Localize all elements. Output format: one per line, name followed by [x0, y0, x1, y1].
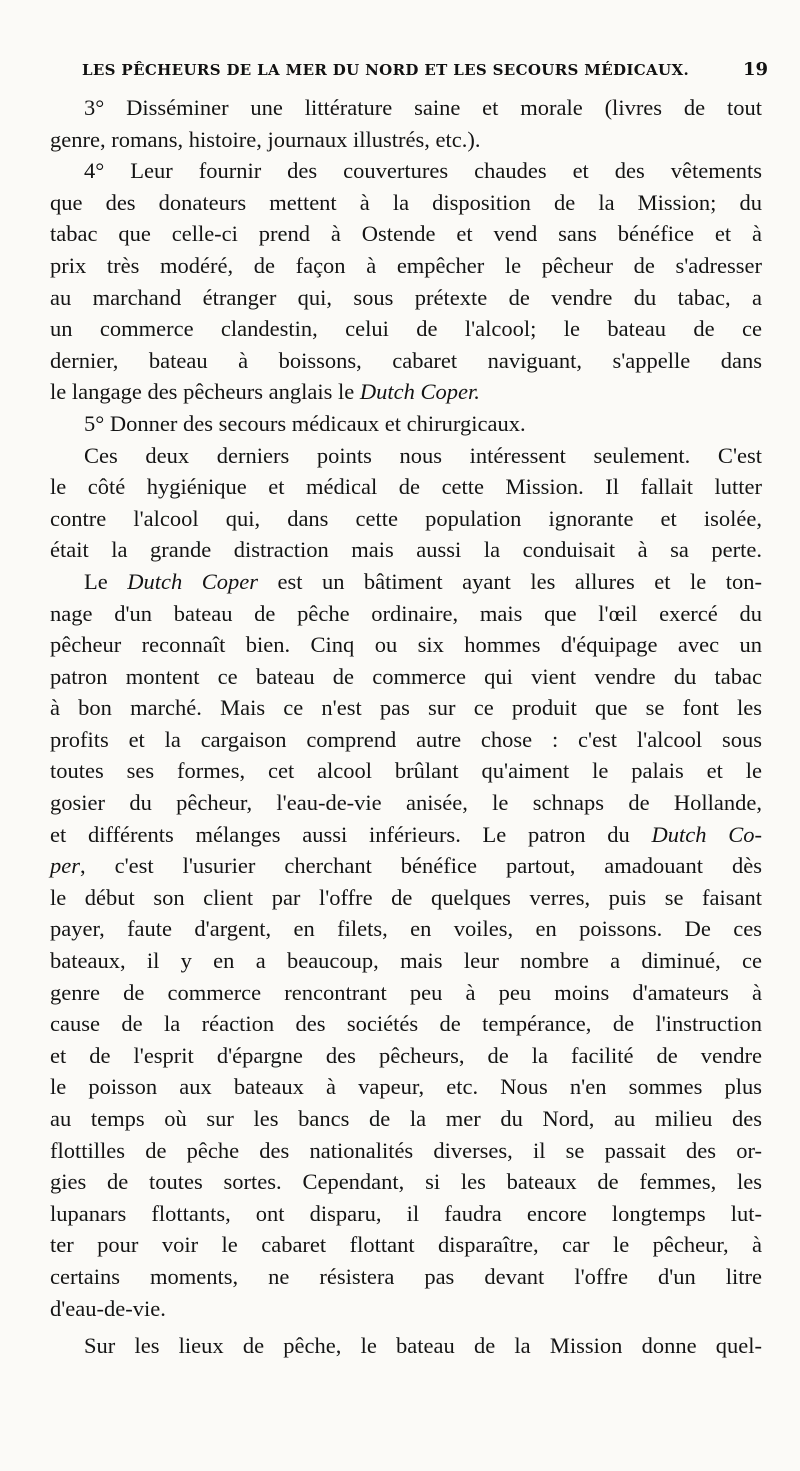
- text-run: Le: [84, 568, 128, 594]
- text-line: patron montent ce bateau de commerce qui vient vendre du tabac: [50, 663, 762, 689]
- paragraph-item-4: [50, 155, 762, 408]
- text-line: genre, romans, histoire, journaux illustrés, etc.).: [50, 126, 481, 152]
- text-run: le langage des pêcheurs anglais le: [50, 379, 360, 405]
- text-line: Ces deux derniers points nous intéressent seulement. C'est: [84, 442, 762, 468]
- text-line: cause de la réaction des sociétés de tempérance, de l'instruction: [50, 1011, 762, 1037]
- text-line: nage d'un bateau de pêche ordinaire, mais que l'œil exercé du: [50, 600, 762, 626]
- italic-text-run: Dutch Coper: [127, 568, 258, 594]
- text-line: payer, faute d'argent, en filets, en voiles, en poissons. De ces: [50, 916, 762, 942]
- text-line: ter pour voir le cabaret flottant disparaître, car le pêcheur, à: [50, 1232, 762, 1258]
- text-line: lupanars flottants, ont disparu, il faudra encore longtemps lut-: [50, 1200, 762, 1226]
- text-line: genre de commerce rencontrant peu à peu moins d'amateurs à: [50, 979, 762, 1005]
- text-line: le poisson aux bateaux à vapeur, etc. Nous n'en sommes plus: [50, 1074, 762, 1100]
- page-number: 19: [742, 59, 768, 80]
- paragraph: [50, 566, 762, 1324]
- text-line: d'eau-de-vie.: [50, 1295, 166, 1321]
- text-run: et différents mélanges aussi inférieurs. Le patron du: [50, 821, 652, 847]
- text-line: [50, 376, 762, 408]
- italic-text-run: Dutch Coper.: [359, 379, 480, 405]
- text-line: que des donateurs mettent à la disposition de la Mission; du: [50, 189, 762, 215]
- text-line: bateaux, il y en a beaucoup, mais leur nombre a diminué, ce: [50, 948, 762, 974]
- text-run: est un bâtiment ayant les allures et le ton-: [257, 568, 763, 594]
- text-line: un commerce clandestin, celui de l'alcool; le bateau de ce: [50, 316, 762, 342]
- text-line: [50, 850, 762, 882]
- text-line: était la grande distraction mais aussi la conduisait à sa perte.: [50, 537, 762, 563]
- text-line: certains moments, ne résistera pas devant l'offre d'un litre: [50, 1263, 762, 1289]
- text-line: gosier du pêcheur, l'eau-de-vie anisée, le schnaps de Hollande,: [50, 790, 762, 816]
- text-line: prix très modéré, de façon à empêcher le pêcheur de s'adresser: [50, 252, 762, 278]
- text-line: au marchand étranger qui, sous prétexte de vendre du tabac, a: [50, 284, 762, 310]
- text-line: à bon marché. Mais ce n'est pas sur ce produit que se font les: [50, 695, 762, 721]
- text-line: le début son client par l'offre de quelques verres, puis se faisant: [50, 884, 762, 910]
- running-title: LES PÊCHEURS DE LA MER DU NORD ET LES SECOURS MÉDICAUX.: [82, 61, 690, 79]
- text-line: et de l'esprit d'épargne des pêcheurs, de la facilité de vendre: [50, 1042, 762, 1068]
- text-line: 3° Disséminer une littérature saine et morale (livres de tout: [84, 95, 762, 120]
- text-line: le côté hygiénique et médical de cette Mission. Il fallait lutter: [50, 474, 762, 500]
- italic-text-run: per: [50, 853, 80, 879]
- text-line: toutes ses formes, cet alcool brûlant qu'aiment le palais et le: [50, 758, 762, 784]
- paragraph: [50, 1330, 762, 1362]
- text-line: contre l'alcool qui, dans cette population ignorante et isolée,: [50, 505, 762, 531]
- text-line: dernier, bateau à boissons, cabaret naviguant, s'appelle dans: [50, 347, 762, 373]
- text-line: gies de toutes sortes. Cependant, si les bateaux de femmes, les: [50, 1169, 762, 1195]
- text-line: [50, 566, 762, 598]
- text-line: 4° Leur fournir des couvertures chaudes et des vêtements: [84, 158, 762, 184]
- text-line: tabac que celle-ci prend à Ostende et vend sans bénéfice et à: [50, 221, 762, 247]
- text-line: [50, 819, 762, 851]
- body-text: [50, 92, 762, 1362]
- text-run: , c'est l'usurier cherchant bénéfice partout, amadouant dès: [80, 853, 762, 879]
- text-line: au temps où sur les bancs de la mer du Nord, au milieu des: [50, 1106, 762, 1131]
- running-header: [82, 58, 768, 88]
- text-line: flottilles de pêche des nationalités diverses, il se passait des or-: [50, 1137, 762, 1163]
- paragraph-item-5: [50, 408, 762, 440]
- paragraph-item-3: [50, 92, 762, 155]
- text-line: profits et la cargaison comprend autre chose : c'est l'alcool sous: [50, 726, 762, 752]
- italic-text-run: Dutch Co-: [651, 821, 762, 847]
- text-line: pêcheur reconnaît bien. Cinq ou six hommes d'équipage avec un: [50, 632, 762, 658]
- paragraph: [50, 440, 762, 566]
- text-line: 5° Donner des secours médicaux et chirurgicaux.: [84, 410, 526, 436]
- text-line: Sur les lieux de pêche, le bateau de la Mission donne quel-: [84, 1333, 762, 1359]
